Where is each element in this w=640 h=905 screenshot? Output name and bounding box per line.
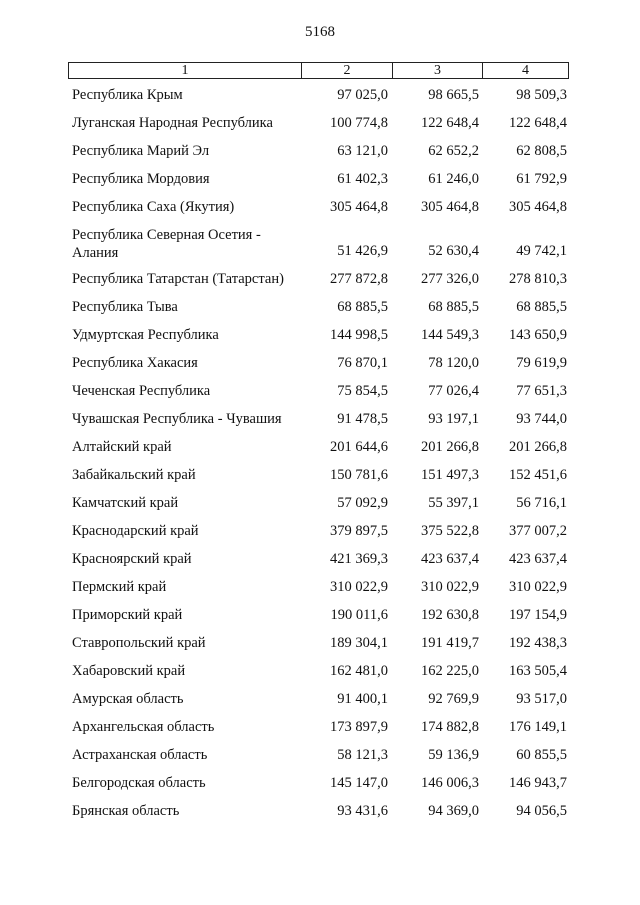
value-col-2: 75 854,5 [337, 383, 388, 399]
table-row [0, 716, 640, 744]
column-header-2: 2 [301, 63, 392, 78]
value-col-3: 423 637,4 [421, 551, 479, 567]
region-name: Республика Крым [72, 87, 183, 103]
region-name: Амурская область [72, 691, 184, 707]
region-name: Республика Тыва [72, 299, 178, 315]
value-col-2: 162 481,0 [330, 663, 388, 679]
value-col-3: 52 630,4 [428, 243, 479, 259]
value-col-3: 162 225,0 [421, 663, 479, 679]
region-name: Республика Татарстан (Татарстан) [72, 271, 284, 287]
value-col-3: 62 652,2 [428, 143, 479, 159]
region-name: Забайкальский край [72, 467, 196, 483]
value-col-2: 145 147,0 [330, 775, 388, 791]
value-col-2: 189 304,1 [330, 635, 388, 651]
value-col-2: 190 011,6 [330, 607, 388, 623]
value-col-2: 61 402,3 [337, 171, 388, 187]
value-col-2: 93 431,6 [337, 803, 388, 819]
table-row [0, 492, 640, 520]
region-name: Краснодарский край [72, 523, 199, 539]
table-row [0, 196, 640, 224]
column-header-1: 1 [181, 63, 189, 78]
value-col-2: 277 872,8 [330, 271, 388, 287]
value-col-4: 176 149,1 [509, 719, 567, 735]
region-name: Архангельская область [72, 719, 215, 735]
value-col-3: 305 464,8 [421, 199, 479, 215]
value-col-4: 152 451,6 [509, 467, 567, 483]
region-name: Алтайский край [72, 439, 172, 455]
value-col-4: 423 637,4 [509, 551, 567, 567]
value-col-4: 60 855,5 [516, 747, 567, 763]
region-name: Белгородская область [72, 775, 206, 791]
value-col-2: 91 400,1 [337, 691, 388, 707]
value-col-3: 78 120,0 [428, 355, 479, 371]
column-header-3: 3 [392, 63, 482, 78]
region-name: Республика Марий Эл [72, 143, 210, 159]
value-col-3: 151 497,3 [421, 467, 479, 483]
value-col-2: 57 092,9 [337, 495, 388, 511]
table-body [0, 84, 640, 828]
table-row [0, 112, 640, 140]
value-col-3: 174 882,8 [421, 719, 479, 735]
value-col-2: 76 870,1 [337, 355, 388, 371]
region-name: Чеченская Республика [72, 383, 211, 399]
region-name: Брянская область [72, 803, 180, 819]
value-col-4: 61 792,9 [516, 171, 567, 187]
value-col-4: 94 056,5 [516, 803, 567, 819]
table-row [0, 84, 640, 112]
value-col-4: 49 742,1 [516, 243, 567, 259]
value-col-4: 197 154,9 [509, 607, 567, 623]
table-row [0, 660, 640, 688]
value-col-4: 93 744,0 [516, 411, 567, 427]
value-col-4: 68 885,5 [516, 299, 567, 315]
value-col-3: 92 769,9 [428, 691, 479, 707]
value-col-3: 277 326,0 [421, 271, 479, 287]
table-row [0, 604, 640, 632]
table-header [68, 62, 569, 79]
value-col-2: 150 781,6 [330, 467, 388, 483]
value-col-3: 122 648,4 [421, 115, 479, 131]
value-col-4: 122 648,4 [509, 115, 567, 131]
value-col-4: 305 464,8 [509, 199, 567, 215]
value-col-3: 55 397,1 [428, 495, 479, 511]
value-col-3: 144 549,3 [421, 327, 479, 343]
column-header-4: 4 [482, 63, 568, 78]
table-row [0, 436, 640, 464]
table-row [0, 140, 640, 168]
region-name: Ставропольский край [72, 635, 206, 651]
value-col-3: 201 266,8 [421, 439, 479, 455]
value-col-3: 94 369,0 [428, 803, 479, 819]
table-row [0, 520, 640, 548]
value-col-4: 146 943,7 [509, 775, 567, 791]
region-name: Республика Северная Осетия - Алания [72, 227, 261, 261]
value-col-2: 421 369,3 [330, 551, 388, 567]
region-name: Луганская Народная Республика [72, 115, 273, 131]
value-col-4: 98 509,3 [516, 87, 567, 103]
table-row [0, 548, 640, 576]
value-col-3: 61 246,0 [428, 171, 479, 187]
region-name: Удмуртская Республика [72, 327, 219, 343]
value-col-4: 278 810,3 [509, 271, 567, 287]
region-name: Астраханская область [72, 747, 208, 763]
value-col-3: 146 006,3 [421, 775, 479, 791]
value-col-3: 191 419,7 [421, 635, 479, 651]
region-name: Республика Саха (Якутия) [72, 199, 235, 215]
value-col-2: 173 897,9 [330, 719, 388, 735]
table-row [0, 380, 640, 408]
page-number: 5168 [305, 24, 335, 40]
table-row [0, 632, 640, 660]
value-col-4: 310 022,9 [509, 579, 567, 595]
value-col-2: 58 121,3 [337, 747, 388, 763]
value-col-3: 68 885,5 [428, 299, 479, 315]
value-col-2: 144 998,5 [330, 327, 388, 343]
value-col-4: 192 438,3 [509, 635, 567, 651]
table-row [0, 268, 640, 296]
table-row [0, 688, 640, 716]
value-col-4: 93 517,0 [516, 691, 567, 707]
region-name: Хабаровский край [72, 663, 186, 679]
value-col-4: 77 651,3 [516, 383, 567, 399]
table-row [0, 168, 640, 196]
value-col-3: 192 630,8 [421, 607, 479, 623]
value-col-4: 56 716,1 [516, 495, 567, 511]
region-name: Камчатский край [72, 495, 179, 511]
value-col-4: 201 266,8 [509, 439, 567, 455]
region-name: Республика Мордовия [72, 171, 210, 187]
table-row [0, 352, 640, 380]
value-col-2: 100 774,8 [330, 115, 388, 131]
value-col-2: 68 885,5 [337, 299, 388, 315]
value-col-3: 310 022,9 [421, 579, 479, 595]
value-col-2: 201 644,6 [330, 439, 388, 455]
table-row [0, 464, 640, 492]
value-col-3: 375 522,8 [421, 523, 479, 539]
value-col-3: 77 026,4 [428, 383, 479, 399]
table-row [0, 324, 640, 352]
table-row [0, 296, 640, 324]
value-col-2: 305 464,8 [330, 199, 388, 215]
value-col-4: 79 619,9 [516, 355, 567, 371]
region-name: Республика Хакасия [72, 355, 198, 371]
value-col-2: 97 025,0 [337, 87, 388, 103]
table-row [0, 224, 640, 268]
value-col-3: 98 665,5 [428, 87, 479, 103]
table-row [0, 772, 640, 800]
region-name: Красноярский край [72, 551, 192, 567]
value-col-2: 379 897,5 [330, 523, 388, 539]
region-name: Пермский край [72, 579, 167, 595]
table-row [0, 576, 640, 604]
value-col-3: 59 136,9 [428, 747, 479, 763]
value-col-4: 62 808,5 [516, 143, 567, 159]
value-col-4: 377 007,2 [509, 523, 567, 539]
table-row [0, 744, 640, 772]
value-col-2: 91 478,5 [337, 411, 388, 427]
region-name: Чувашская Республика - Чувашия [72, 411, 282, 427]
table-row [0, 800, 640, 828]
table-row [0, 408, 640, 436]
value-col-4: 163 505,4 [509, 663, 567, 679]
value-col-3: 93 197,1 [428, 411, 479, 427]
region-name: Приморский край [72, 607, 183, 623]
value-col-4: 143 650,9 [509, 327, 567, 343]
value-col-2: 51 426,9 [337, 243, 388, 259]
value-col-2: 310 022,9 [330, 579, 388, 595]
value-col-2: 63 121,0 [337, 143, 388, 159]
